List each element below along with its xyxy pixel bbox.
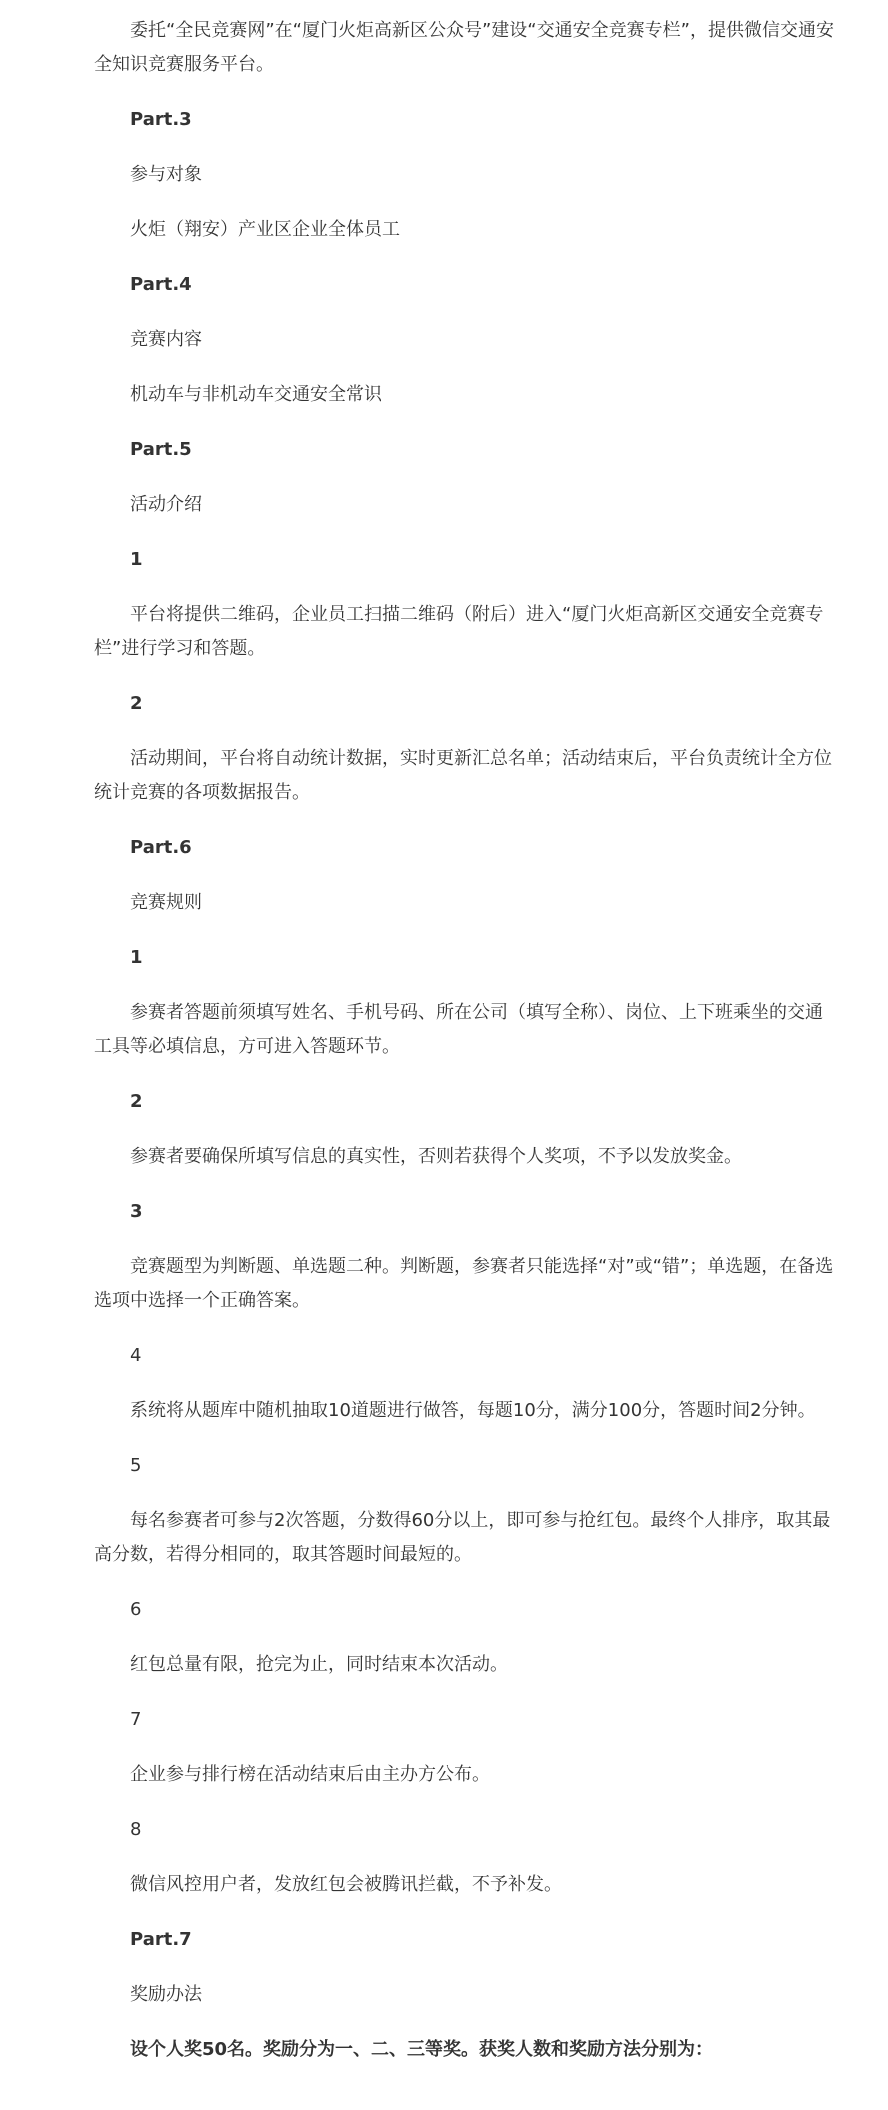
part7-heading: Part.7 — [130, 1929, 192, 1950]
part4-title: 竞赛内容 — [130, 329, 202, 350]
part5-item-1-text: 平台将提供二维码，企业员工扫描二维码（附后）进入“厦门火炬高新区交通安全竞赛专栏”进行学习和答题。 — [94, 604, 824, 659]
part6-item-4-number: 4 — [130, 1345, 142, 1366]
part5-item-2-text: 活动期间，平台将自动统计数据，实时更新汇总名单；活动结束后，平台负责统计全方位统计竞赛的各项数据报告。 — [94, 748, 832, 803]
part6-item-8-number: 8 — [130, 1819, 142, 1840]
part7-title: 奖励办法 — [130, 1984, 202, 2005]
part6-item-2-text: 参赛者要确保所填写信息的真实性，否则若获得个人奖项，不予以发放奖金。 — [130, 1146, 742, 1167]
part3-heading: Part.3 — [130, 109, 192, 130]
part5-heading: Part.5 — [130, 439, 192, 460]
part3-body: 火炬（翔安）产业区企业全体员工 — [130, 219, 400, 240]
part7-summary: 设个人奖50名。奖励分为一、二、三等奖。获奖人数和奖励方法分别为： — [130, 2039, 714, 2060]
part6-item-6-number: 6 — [130, 1599, 142, 1620]
part6-item-1-number: 1 — [130, 947, 143, 968]
part6-title: 竞赛规则 — [130, 892, 202, 913]
part3-title: 参与对象 — [130, 164, 202, 185]
part6-item-2-number: 2 — [130, 1091, 143, 1112]
part6-item-7-text: 企业参与排行榜在活动结束后由主办方公布。 — [130, 1764, 490, 1785]
intro-paragraph: 委托“全民竞赛网”在“厦门火炬高新区公众号”建设“交通安全竞赛专栏”，提供微信交通安全知识竞赛服务平台。 — [94, 20, 834, 75]
part4-body: 机动车与非机动车交通安全常识 — [130, 384, 382, 405]
part6-item-7-number: 7 — [130, 1709, 142, 1730]
part6-item-5-number: 5 — [130, 1455, 142, 1476]
part5-title: 活动介绍 — [130, 494, 202, 515]
part6-item-4-text: 系统将从题库中随机抽取10道题进行做答，每题10分，满分100分，答题时间2分钟。 — [130, 1400, 816, 1421]
part6-item-8-text: 微信风控用户者，发放红包会被腾讯拦截，不予补发。 — [130, 1874, 562, 1895]
part5-item-2-number: 2 — [130, 693, 143, 714]
part6-heading: Part.6 — [130, 837, 192, 858]
article-body — [94, 14, 840, 2067]
part6-item-6-text: 红包总量有限，抢完为止，同时结束本次活动。 — [130, 1654, 508, 1675]
part5-item-1-number: 1 — [130, 549, 143, 570]
part6-item-3-text: 竞赛题型为判断题、单选题二种。判断题，参赛者只能选择“对”或“错”；单选题，在备选选项中选择一个正确答案。 — [94, 1256, 834, 1311]
part6-item-1-text: 参赛者答题前须填写姓名、手机号码、所在公司（填写全称）、岗位、上下班乘坐的交通工具等必填信息，方可进入答题环节。 — [94, 1002, 823, 1057]
part4-heading: Part.4 — [130, 274, 192, 295]
part6-item-5-text: 每名参赛者可参与2次答题，分数得60分以上，即可参与抢红包。最终个人排序，取其最高分数，若得分相同的，取其答题时间最短的。 — [94, 1510, 831, 1565]
part6-item-3-number: 3 — [130, 1201, 143, 1222]
